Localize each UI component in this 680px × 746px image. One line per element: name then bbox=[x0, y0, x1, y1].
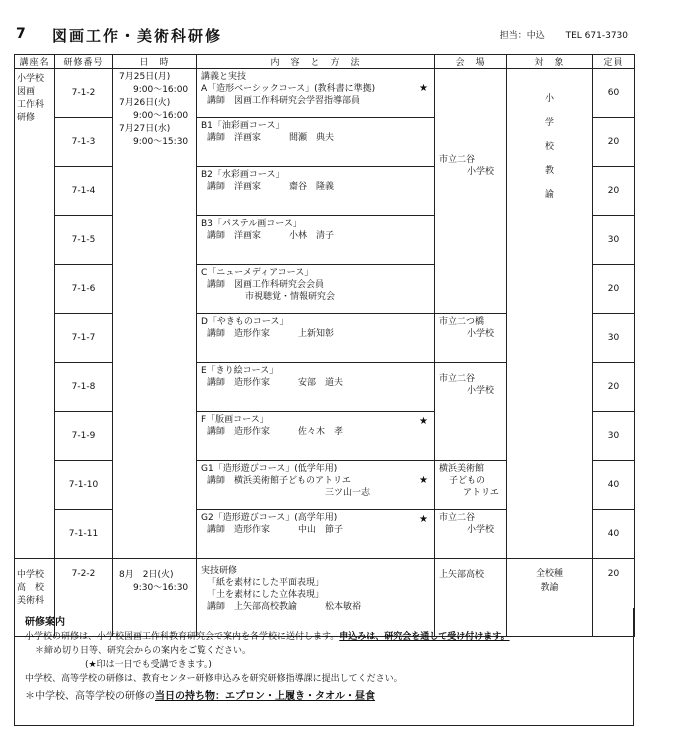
course-content: B3「パステル画コース」 講師 洋画家 小林 清子 bbox=[197, 216, 435, 265]
capacity: 40 bbox=[593, 461, 635, 510]
course-number: 7-1-10 bbox=[55, 461, 113, 510]
star-mark: ★ bbox=[419, 475, 428, 486]
course-number: 7-1-6 bbox=[55, 265, 113, 314]
star-mark: ★ bbox=[419, 83, 428, 94]
venue: 上矢部高校 bbox=[435, 559, 507, 637]
table-header-row bbox=[15, 55, 635, 69]
course-number: 7-1-11 bbox=[55, 510, 113, 559]
section-number: 7 bbox=[16, 26, 26, 42]
course-number: 7-1-5 bbox=[55, 216, 113, 265]
category-elementary: 小学校 図画 工作科 研修 bbox=[15, 69, 55, 559]
contact-person: 担当：中込 bbox=[499, 31, 545, 41]
capacity: 30 bbox=[593, 314, 635, 363]
section-title: 図画工作・美術科研修 bbox=[52, 27, 223, 45]
course-number: 7-1-8 bbox=[55, 363, 113, 412]
capacity: 30 bbox=[593, 412, 635, 461]
star-mark: ★ bbox=[419, 514, 428, 525]
course-content: B2「水彩画コース」 講師 洋画家 齋谷 隆義 bbox=[197, 167, 435, 216]
table-row bbox=[15, 69, 635, 118]
note-line: 中学校、高等学校の研修は、教育センター研修申込みを研究研修指導課に提出してください。 bbox=[25, 674, 403, 684]
capacity: 20 bbox=[593, 167, 635, 216]
venue: 市立二谷 小学校 bbox=[435, 69, 507, 314]
target-audience: 小 学 校 教 諭 bbox=[507, 69, 593, 559]
capacity: 20 bbox=[593, 265, 635, 314]
note-line: (★印は一日でも受講できます。) bbox=[85, 660, 212, 670]
column-header: 日 時 bbox=[113, 55, 197, 69]
capacity: 20 bbox=[593, 363, 635, 412]
capacity: 20 bbox=[593, 559, 635, 637]
section-header bbox=[14, 22, 666, 48]
contact-info bbox=[482, 28, 628, 41]
note-line: ＊締め切り日等、研究会からの案内をご覧ください。 bbox=[35, 646, 252, 656]
course-number: 7-1-4 bbox=[55, 167, 113, 216]
note-line: ＊中学校、高等学校の研修の当日の持ち物：エプロン・上履き・タオル・昼食 bbox=[25, 691, 375, 702]
star-mark: ★ bbox=[419, 416, 428, 427]
course-number: 7-1-9 bbox=[55, 412, 113, 461]
course-content: C「ニューメディアコース」 講師 図画工作科研究会会員 市視聴覚・情報研究会 bbox=[197, 265, 435, 314]
course-content: E「きり絵コース」 講師 造形作家 安部 道夫 bbox=[197, 363, 435, 412]
course-number: 7-2-2 bbox=[55, 559, 113, 637]
course-content: F「版画コース」 講師 造形作家 佐々木 孝 ★ bbox=[197, 412, 435, 461]
venue: 市立二谷 小学校 bbox=[435, 363, 507, 461]
column-header: 内 容 と 方 法 bbox=[197, 55, 435, 69]
course-content: G2「造形遊びコース」(高学年用) 講師 造形作家 中山 節子 ★ bbox=[197, 510, 435, 559]
course-content: G1「造形遊びコース」(低学年用) 講師 横浜美術館子どものアトリエ 三ツ山一志 ★ bbox=[197, 461, 435, 510]
capacity: 30 bbox=[593, 216, 635, 265]
column-header: 研修番号 bbox=[55, 55, 113, 69]
column-header: 対 象 bbox=[507, 55, 593, 69]
course-number: 7-1-7 bbox=[55, 314, 113, 363]
notes-title: 研修案内 bbox=[25, 617, 65, 628]
notes-box bbox=[14, 608, 634, 726]
column-header: 講座名 bbox=[15, 55, 55, 69]
course-dates: 8月 2日(火) 9:30〜16:30 bbox=[113, 559, 197, 637]
course-number: 7-1-2 bbox=[55, 69, 113, 118]
course-content: 実技研修 「紙を素材にした平面表現」 「土を素材にした立体表現」 講師 上矢部高校教諭 松本敏裕 bbox=[197, 559, 435, 637]
category-secondary: 中学校 高 校 美術科 bbox=[15, 559, 55, 637]
capacity: 20 bbox=[593, 118, 635, 167]
venue: 市立二つ橋 小学校 bbox=[435, 314, 507, 363]
venue: 横浜美術館 子どもの アトリエ bbox=[435, 461, 507, 510]
schedule-table bbox=[14, 54, 635, 637]
capacity: 60 bbox=[593, 69, 635, 118]
contact-tel: TEL 671-3730 bbox=[565, 31, 628, 41]
course-dates: 7月25日(月) 9:00〜16:00 7月26日(火) 9:00〜16:00 7月27日(水) 9:00〜15:30 bbox=[113, 69, 197, 559]
venue: 市立二谷 小学校 bbox=[435, 510, 507, 559]
capacity: 40 bbox=[593, 510, 635, 559]
column-header: 会 場 bbox=[435, 55, 507, 69]
course-number: 7-1-3 bbox=[55, 118, 113, 167]
column-header: 定員 bbox=[593, 55, 635, 69]
target-audience: 全校種 教諭 bbox=[507, 559, 593, 637]
course-content: B1「油彩画コース」 講師 洋画家 間瀬 典夫 bbox=[197, 118, 435, 167]
course-content: D「やきものコース」 講師 造形作家 上新知彰 bbox=[197, 314, 435, 363]
note-line: 小学校の研修は、小学校図画工作科教育研究会で案内を各学校に送付します。申込みは、研究会を通して受け付けます。 bbox=[25, 632, 510, 642]
course-content: 講義と実技 A「造形ベーシックコース」(教科書に準拠) 講師 図画工作科研究会学習指導部員 ★ bbox=[197, 69, 435, 118]
